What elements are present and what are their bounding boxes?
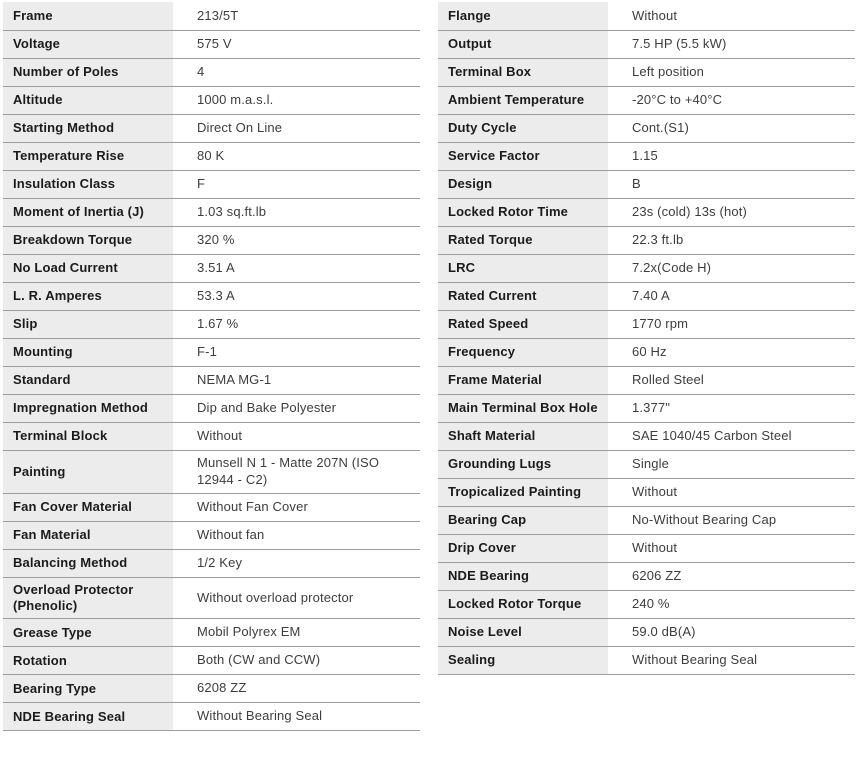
spec-table-left: [3, 2, 420, 731]
spec-label: Shaft Material: [438, 423, 608, 450]
spec-value: 1.15: [608, 143, 855, 170]
spec-label: L. R. Amperes: [3, 283, 173, 310]
spec-value: Without: [608, 2, 855, 30]
spec-value: No-Without Bearing Cap: [608, 507, 855, 534]
spec-row: [3, 338, 420, 366]
spec-value: F-1: [173, 339, 420, 366]
spec-label: Tropicalized Painting: [438, 479, 608, 506]
spec-value: Without: [608, 535, 855, 562]
spec-value: Both (CW and CCW): [173, 647, 420, 674]
spec-row: [438, 142, 855, 170]
spec-row: [438, 170, 855, 198]
spec-label: NDE Bearing: [438, 563, 608, 590]
spec-label: Insulation Class: [3, 171, 173, 198]
spec-label: Balancing Method: [3, 550, 173, 577]
spec-label: Standard: [3, 367, 173, 394]
spec-value: Without Bearing Seal: [608, 647, 855, 674]
spec-label: Grounding Lugs: [438, 451, 608, 478]
spec-label: Painting: [3, 451, 173, 493]
spec-row: [438, 282, 855, 310]
spec-label: Slip: [3, 311, 173, 338]
spec-label: Drip Cover: [438, 535, 608, 562]
spec-value: 6206 ZZ: [608, 563, 855, 590]
spec-label: Temperature Rise: [3, 143, 173, 170]
spec-label: Voltage: [3, 31, 173, 58]
spec-row: [3, 2, 420, 30]
spec-value: 7.5 HP (5.5 kW): [608, 31, 855, 58]
spec-value: Direct On Line: [173, 115, 420, 142]
spec-row: [438, 394, 855, 422]
spec-row: [438, 254, 855, 282]
spec-row: [3, 549, 420, 577]
spec-row: [3, 366, 420, 394]
spec-value: 4: [173, 59, 420, 86]
spec-row: [438, 310, 855, 338]
spec-row: [3, 493, 420, 521]
spec-row: [3, 646, 420, 674]
spec-value: Without Fan Cover: [173, 494, 420, 521]
spec-row: [3, 310, 420, 338]
spec-row: [3, 394, 420, 422]
spec-row: [438, 590, 855, 618]
spec-row: [438, 2, 855, 30]
spec-label: Terminal Box: [438, 59, 608, 86]
spec-row: [438, 30, 855, 58]
spec-value: 7.2x(Code H): [608, 255, 855, 282]
spec-row: [3, 58, 420, 86]
spec-value: 575 V: [173, 31, 420, 58]
spec-value: 240 %: [608, 591, 855, 618]
spec-value: Single: [608, 451, 855, 478]
spec-value: Without overload protector: [173, 578, 420, 619]
spec-value: Cont.(S1): [608, 115, 855, 142]
spec-label: NDE Bearing Seal: [3, 703, 173, 730]
spec-row: [3, 226, 420, 254]
spec-row: [3, 450, 420, 493]
spec-row: [438, 562, 855, 590]
spec-label: Ambient Temperature: [438, 87, 608, 114]
spec-row: [3, 422, 420, 450]
spec-row: [3, 702, 420, 730]
spec-value: 213/5T: [173, 2, 420, 30]
spec-value: Munsell N 1 - Matte 207N (ISO 12944 - C2): [173, 451, 420, 493]
spec-value: F: [173, 171, 420, 198]
spec-value: 7.40 A: [608, 283, 855, 310]
spec-value: 60 Hz: [608, 339, 855, 366]
spec-row: [3, 282, 420, 310]
spec-label: Rated Current: [438, 283, 608, 310]
spec-value: Dip and Bake Polyester: [173, 395, 420, 422]
spec-label: Noise Level: [438, 619, 608, 646]
spec-label: Fan Cover Material: [3, 494, 173, 521]
spec-label: Frame: [3, 2, 173, 30]
spec-row: [438, 198, 855, 226]
spec-tables-container: [3, 2, 855, 731]
spec-value: Without fan: [173, 522, 420, 549]
spec-row: [438, 618, 855, 646]
spec-value: SAE 1040/45 Carbon Steel: [608, 423, 855, 450]
spec-value: Without Bearing Seal: [173, 703, 420, 730]
spec-value: NEMA MG-1: [173, 367, 420, 394]
spec-value: 59.0 dB(A): [608, 619, 855, 646]
spec-row: [3, 170, 420, 198]
spec-value: Without: [608, 479, 855, 506]
spec-label: Impregnation Method: [3, 395, 173, 422]
spec-value: 22.3 ft.lb: [608, 227, 855, 254]
spec-row: [3, 254, 420, 282]
spec-row: [438, 646, 855, 674]
spec-row: [438, 86, 855, 114]
spec-value: 1.67 %: [173, 311, 420, 338]
spec-row: [438, 422, 855, 450]
spec-value: 23s (cold) 13s (hot): [608, 199, 855, 226]
spec-row: [3, 86, 420, 114]
spec-label: Grease Type: [3, 619, 173, 646]
spec-label: Output: [438, 31, 608, 58]
spec-value: 1.377": [608, 395, 855, 422]
spec-value: 1/2 Key: [173, 550, 420, 577]
spec-row: [3, 30, 420, 58]
spec-row: [438, 478, 855, 506]
spec-value: B: [608, 171, 855, 198]
spec-row: [3, 577, 420, 619]
spec-value: Without: [173, 423, 420, 450]
spec-value: Rolled Steel: [608, 367, 855, 394]
spec-row: [3, 114, 420, 142]
spec-label: Frame Material: [438, 367, 608, 394]
spec-label: Breakdown Torque: [3, 227, 173, 254]
spec-value: 320 %: [173, 227, 420, 254]
spec-label: Moment of Inertia (J): [3, 199, 173, 226]
spec-label: Locked Rotor Torque: [438, 591, 608, 618]
spec-label: Mounting: [3, 339, 173, 366]
spec-label: LRC: [438, 255, 608, 282]
spec-row: [438, 534, 855, 562]
spec-label: Frequency: [438, 339, 608, 366]
spec-label: Altitude: [3, 87, 173, 114]
spec-row: [3, 142, 420, 170]
spec-label: Flange: [438, 2, 608, 30]
spec-row: [3, 198, 420, 226]
spec-label: Rated Speed: [438, 311, 608, 338]
spec-value: 3.51 A: [173, 255, 420, 282]
spec-label: Number of Poles: [3, 59, 173, 86]
spec-label: Duty Cycle: [438, 115, 608, 142]
spec-label: Overload Protector (Phenolic): [3, 578, 173, 619]
spec-row: [438, 506, 855, 534]
spec-table-right: [438, 2, 855, 675]
spec-label: Sealing: [438, 647, 608, 674]
spec-value: 53.3 A: [173, 283, 420, 310]
spec-row: [3, 674, 420, 702]
spec-row: [438, 338, 855, 366]
spec-row: [438, 450, 855, 478]
spec-value: Mobil Polyrex EM: [173, 619, 420, 646]
spec-label: Terminal Block: [3, 423, 173, 450]
spec-label: Rated Torque: [438, 227, 608, 254]
spec-label: Design: [438, 171, 608, 198]
spec-row: [438, 114, 855, 142]
spec-value: 1770 rpm: [608, 311, 855, 338]
spec-label: Fan Material: [3, 522, 173, 549]
spec-row: [438, 226, 855, 254]
spec-row: [438, 58, 855, 86]
spec-value: -20°C to +40°C: [608, 87, 855, 114]
spec-label: Bearing Cap: [438, 507, 608, 534]
spec-row: [438, 366, 855, 394]
spec-value: 1.03 sq.ft.lb: [173, 199, 420, 226]
spec-label: No Load Current: [3, 255, 173, 282]
spec-label: Bearing Type: [3, 675, 173, 702]
spec-value: 6208 ZZ: [173, 675, 420, 702]
spec-label: Rotation: [3, 647, 173, 674]
spec-row: [3, 618, 420, 646]
spec-label: Starting Method: [3, 115, 173, 142]
spec-label: Main Terminal Box Hole: [438, 395, 608, 422]
spec-label: Locked Rotor Time: [438, 199, 608, 226]
spec-value: Left position: [608, 59, 855, 86]
spec-label: Service Factor: [438, 143, 608, 170]
spec-value: 1000 m.a.s.l.: [173, 87, 420, 114]
spec-value: 80 K: [173, 143, 420, 170]
spec-row: [3, 521, 420, 549]
